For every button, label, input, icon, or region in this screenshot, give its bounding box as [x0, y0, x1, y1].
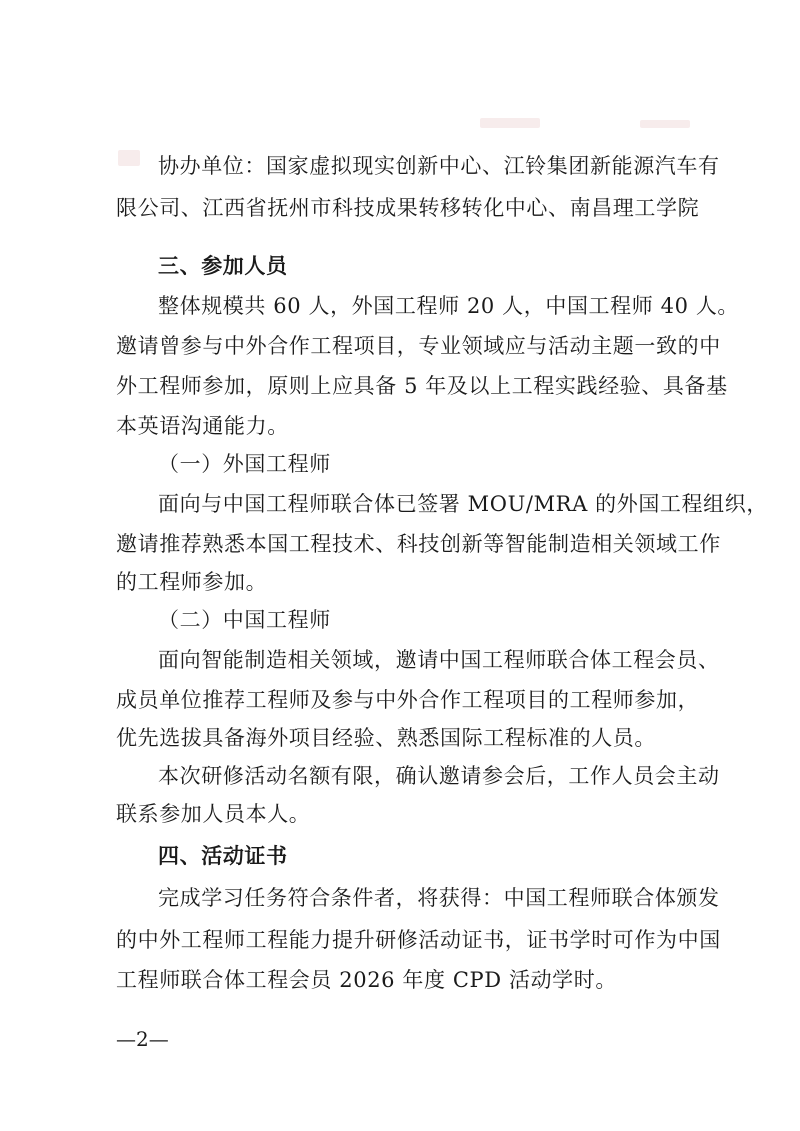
paragraph-line: 本英语沟通能力。 [116, 414, 289, 438]
paragraph-line: 联系参加人员本人。 [116, 802, 311, 826]
section-heading-certificate: 四、活动证书 [158, 844, 288, 868]
co-organizer-line-cont: 限公司、江西省抚州市科技成果转移转化中心、南昌理工学院 [116, 196, 700, 220]
paragraph-line: 邀请推荐熟悉本国工程技术、科技创新等智能制造相关领域工作 [116, 532, 721, 556]
co-organizer-line: 协办单位：国家虚拟现实创新中心、江铃集团新能源汽车有 [158, 154, 720, 178]
paragraph-line: 成员单位推荐工程师及参与中外合作工程项目的工程师参加， [116, 688, 700, 712]
scan-mark [118, 150, 140, 166]
section-heading-participants: 三、参加人员 [158, 254, 288, 278]
paragraph-line: 的工程师参加。 [116, 570, 268, 594]
subheading-foreign-engineers: （一）外国工程师 [158, 452, 331, 476]
paragraph-line: 整体规模共 60 人，外国工程师 20 人，中国工程师 40 人。 [158, 294, 740, 318]
scan-mark [640, 120, 690, 128]
paragraph-line: 的中外工程师工程能力提升研修活动证书，证书学时可作为中国 [116, 928, 721, 952]
paragraph-line: 面向与中国工程师联合体已签署 MOU/MRA 的外国工程组织， [158, 492, 768, 516]
paragraph-line: 面向智能制造相关领域，邀请中国工程师联合体工程会员、 [158, 648, 720, 672]
page-number: —2— [116, 1027, 169, 1051]
subheading-chinese-engineers: （二）中国工程师 [158, 608, 331, 632]
paragraph-line: 邀请曾参与中外合作工程项目，专业领域应与活动主题一致的中 [116, 334, 721, 358]
paragraph-line: 完成学习任务符合条件者，将获得：中国工程师联合体颁发 [158, 886, 720, 910]
paragraph-line: 优先选拔具备海外项目经验、熟悉国际工程标准的人员。 [116, 726, 656, 750]
paragraph-line: 本次研修活动名额有限，确认邀请参会后，工作人员会主动 [158, 764, 720, 788]
paragraph-line: 工程师联合体工程会员 2026 年度 CPD 活动学时。 [116, 968, 617, 992]
scan-mark [480, 118, 540, 128]
paragraph-line: 外工程师参加，原则上应具备 5 年及以上工程实践经验、具备基 [116, 374, 728, 398]
